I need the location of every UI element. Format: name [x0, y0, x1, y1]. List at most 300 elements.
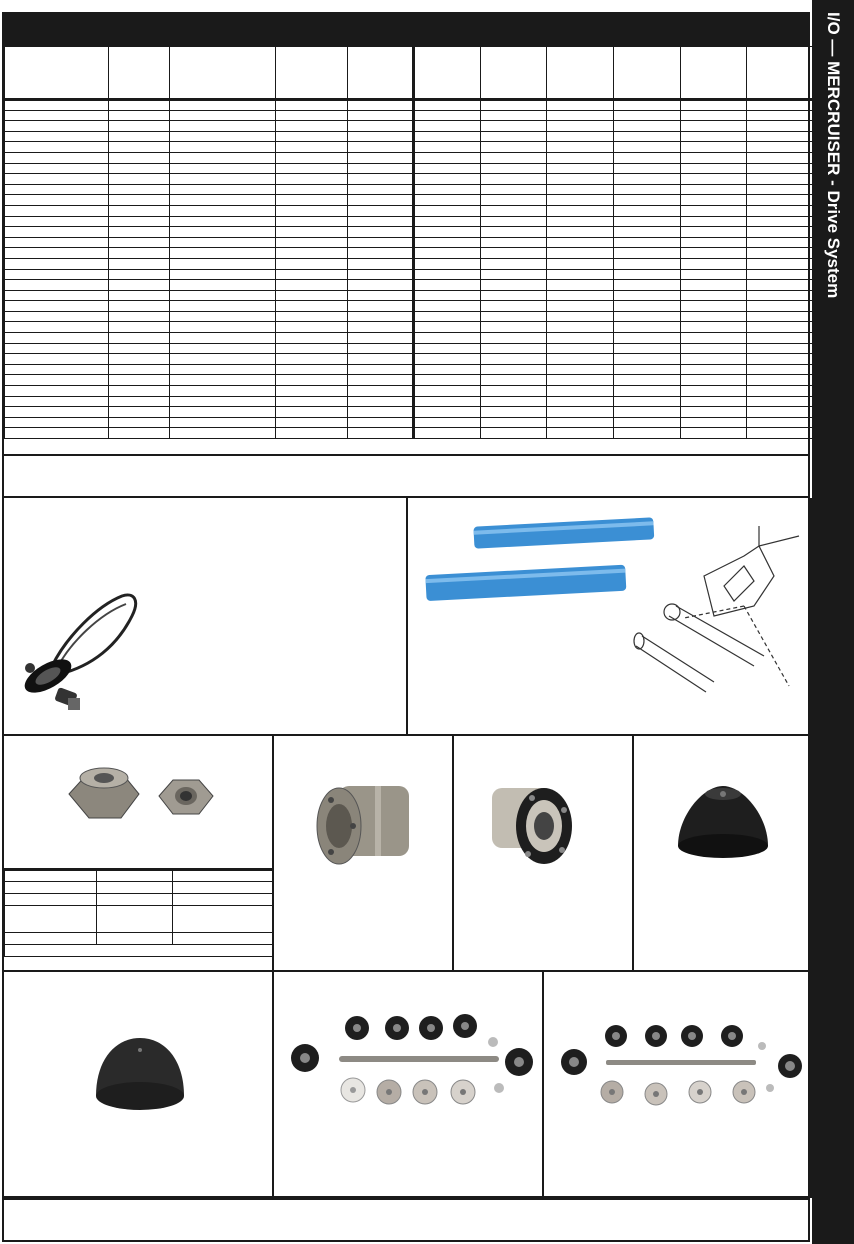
table-cell [348, 386, 414, 397]
table-row [5, 227, 813, 238]
table-cell [109, 121, 170, 132]
table-cell [681, 322, 747, 333]
table-cell [481, 407, 547, 418]
table-cell [681, 258, 747, 269]
table-cell [747, 280, 813, 291]
table-cell [109, 354, 170, 365]
table-cell [5, 216, 109, 227]
table-row [5, 269, 813, 280]
table-cell [747, 152, 813, 163]
table-cell [414, 195, 481, 206]
table-cell [109, 237, 170, 248]
table-cell [170, 121, 276, 132]
table-cell [414, 322, 481, 333]
table-cell [109, 290, 170, 301]
table-cell [170, 311, 276, 322]
table-cell [481, 417, 547, 428]
table-cell [5, 121, 109, 132]
table-cell [5, 100, 109, 111]
table-cell [5, 311, 109, 322]
table-cell [170, 290, 276, 301]
table-cell [747, 248, 813, 259]
table-cell [747, 237, 813, 248]
table-cell [5, 258, 109, 269]
table-cell [170, 131, 276, 142]
table-cell [681, 290, 747, 301]
table-cell [481, 100, 547, 111]
table-cell [109, 280, 170, 291]
table-cell [170, 428, 276, 439]
table-cell [170, 184, 276, 195]
table-cell [170, 396, 276, 407]
column-header [170, 47, 276, 100]
table-cell [614, 205, 681, 216]
table-cell [276, 375, 348, 386]
table-cell [747, 301, 813, 312]
table-cell [276, 248, 348, 259]
table-cell [276, 152, 348, 163]
table-cell [681, 227, 747, 238]
table-cell [414, 110, 481, 121]
table-row [5, 407, 813, 418]
table-cell [348, 195, 414, 206]
table-cell [414, 227, 481, 238]
table-cell [747, 269, 813, 280]
table-cell [5, 428, 109, 439]
table-cell [681, 375, 747, 386]
table-row [5, 258, 813, 269]
table-cell [109, 311, 170, 322]
table-cell [614, 407, 681, 418]
table-cell [348, 375, 414, 386]
table-row [5, 870, 273, 882]
table-cell [614, 280, 681, 291]
table-row [5, 343, 813, 354]
table-row [5, 100, 813, 111]
table-cell [109, 417, 170, 428]
table-cell [414, 375, 481, 386]
table-cell [747, 195, 813, 206]
table-cell [170, 100, 276, 111]
table-cell [5, 269, 109, 280]
table-cell [5, 386, 109, 397]
table-cell [276, 322, 348, 333]
table-row [5, 195, 813, 206]
table-cell [348, 333, 414, 344]
table-cell [276, 237, 348, 248]
table-cell [481, 364, 547, 375]
table-cell [5, 142, 109, 153]
table-cell [170, 174, 276, 185]
table-cell [348, 280, 414, 291]
table-cell [547, 333, 614, 344]
table-row [5, 290, 813, 301]
table-cell [747, 227, 813, 238]
table-cell [547, 227, 614, 238]
table-cell [5, 301, 109, 312]
table-cell [5, 407, 109, 418]
table-cell [481, 322, 547, 333]
table-cell [170, 248, 276, 259]
table-cell [747, 131, 813, 142]
table-cell [614, 269, 681, 280]
table-row [5, 333, 813, 344]
table-cell [170, 195, 276, 206]
table-cell [681, 195, 747, 206]
table-cell [109, 100, 170, 111]
table-cell [747, 333, 813, 344]
table-cell [109, 195, 170, 206]
column-header [614, 47, 681, 100]
shift-cable-sleeve-icon [414, 506, 804, 706]
product-panel-bearing-carrier-dark [454, 736, 634, 972]
table-cell [170, 354, 276, 365]
table-cell [170, 386, 276, 397]
table-cell [747, 417, 813, 428]
bearing-carrier-dark-icon [482, 774, 592, 874]
table-cell [547, 142, 614, 153]
table-cell [348, 343, 414, 354]
table-cell [547, 311, 614, 322]
table-cell [614, 131, 681, 142]
table-cell [547, 364, 614, 375]
table-cell [481, 152, 547, 163]
table-cell [614, 333, 681, 344]
table-cell [747, 386, 813, 397]
table-cell [276, 216, 348, 227]
locknut-icon [59, 754, 229, 844]
table-row [5, 280, 813, 291]
table-cell [547, 216, 614, 227]
table-cell [614, 100, 681, 111]
table-cell [547, 343, 614, 354]
table-cell [348, 417, 414, 428]
table-cell [109, 375, 170, 386]
table-cell [276, 407, 348, 418]
table-row [5, 110, 813, 121]
table-cell [681, 163, 747, 174]
table-cell [747, 343, 813, 354]
table-cell [747, 311, 813, 322]
table-cell [681, 205, 747, 216]
table-cell [276, 227, 348, 238]
table-cell [547, 121, 614, 132]
table-cell [614, 311, 681, 322]
table-row [5, 152, 813, 163]
table-cell [276, 195, 348, 206]
table-cell [481, 131, 547, 142]
table-row [5, 894, 273, 906]
table-row [5, 248, 813, 259]
table-cell [276, 205, 348, 216]
table-cell [481, 216, 547, 227]
table-cell [276, 184, 348, 195]
table-cell [547, 407, 614, 418]
table-cell [5, 396, 109, 407]
table-cell [170, 227, 276, 238]
table-cell [348, 396, 414, 407]
catalog-page [2, 12, 810, 1242]
table-cell [170, 142, 276, 153]
table-cell [5, 131, 109, 142]
table-cell [481, 290, 547, 301]
table-cell [5, 110, 109, 121]
table-row [5, 933, 273, 945]
table-row [5, 184, 813, 195]
table-cell [348, 237, 414, 248]
product-panel-end-cap [634, 736, 812, 972]
table-row [5, 364, 813, 375]
table-cell [481, 301, 547, 312]
column-header [5, 47, 109, 100]
table-row [5, 205, 813, 216]
table-cell [109, 301, 170, 312]
table-cell [547, 417, 614, 428]
table-cell [547, 205, 614, 216]
table-cell [170, 407, 276, 418]
table-cell [109, 142, 170, 153]
bearing-carrier-icon [309, 776, 419, 876]
product-panel-boot-tool [4, 498, 408, 736]
table-cell [747, 428, 813, 439]
table-cell [681, 280, 747, 291]
table-cell [681, 237, 747, 248]
table-cell [614, 216, 681, 227]
table-cell [276, 110, 348, 121]
table-cell [747, 205, 813, 216]
table-cell [481, 269, 547, 280]
table-row [5, 131, 813, 142]
table-cell [109, 205, 170, 216]
table-cell [5, 184, 109, 195]
table-cell [614, 354, 681, 365]
table-cell [348, 322, 414, 333]
table-cell [276, 174, 348, 185]
table-cell [547, 322, 614, 333]
table-cell [109, 333, 170, 344]
table-cell [614, 142, 681, 153]
table-cell [547, 258, 614, 269]
table-cell [348, 311, 414, 322]
table-cell [414, 184, 481, 195]
table-header-row [5, 47, 813, 100]
table-cell [276, 311, 348, 322]
table-cell [414, 354, 481, 365]
table-cell [614, 227, 681, 238]
table-cell [747, 174, 813, 185]
table-cell [170, 417, 276, 428]
table-cell [348, 364, 414, 375]
table-cell [170, 364, 276, 375]
table-cell [348, 100, 414, 111]
table-cell [276, 386, 348, 397]
product-panel-sleeves [408, 498, 812, 736]
table-cell [109, 163, 170, 174]
table-cell [481, 396, 547, 407]
table-cell [170, 269, 276, 280]
table-cell [481, 237, 547, 248]
table-cell [681, 417, 747, 428]
table-cell [170, 301, 276, 312]
table-cell [747, 290, 813, 301]
table-cell [681, 121, 747, 132]
table-cell [170, 163, 276, 174]
boot-installation-tool-icon [12, 576, 162, 726]
table-cell [109, 131, 170, 142]
table-cell [614, 195, 681, 206]
table-cell [414, 407, 481, 418]
table-cell [614, 237, 681, 248]
mount-kit-small-icon [552, 1016, 802, 1116]
table-cell [109, 184, 170, 195]
table-cell [109, 216, 170, 227]
table-cell [5, 417, 109, 428]
table-cell [747, 407, 813, 418]
table-cell [547, 174, 614, 185]
table-cell [481, 428, 547, 439]
table-cell [481, 386, 547, 397]
table-row [5, 354, 813, 365]
column-header [681, 47, 747, 100]
table-cell [5, 322, 109, 333]
table-cell [614, 110, 681, 121]
table-cell [614, 290, 681, 301]
locknut-table [4, 868, 273, 957]
table-cell [348, 184, 414, 195]
table-cell [348, 301, 414, 312]
table-cell [276, 364, 348, 375]
table-cell [276, 333, 348, 344]
table-cell [5, 375, 109, 386]
table-cell [170, 237, 276, 248]
table-cell [481, 195, 547, 206]
table-cell [170, 152, 276, 163]
table-cell [681, 110, 747, 121]
table-cell [747, 258, 813, 269]
table-cell [681, 216, 747, 227]
table-cell [747, 110, 813, 121]
table-cell [747, 322, 813, 333]
table-row [5, 301, 813, 312]
table-row [5, 163, 813, 174]
table-cell [481, 142, 547, 153]
table-cell [5, 364, 109, 375]
table-cell [547, 248, 614, 259]
table-cell [348, 248, 414, 259]
table-cell [5, 195, 109, 206]
table-cell [276, 280, 348, 291]
product-panel-mount-kit-small [544, 972, 812, 1198]
table-row [5, 417, 813, 428]
table-cell [414, 205, 481, 216]
table-cell [614, 121, 681, 132]
table-cell [614, 375, 681, 386]
table-cell [681, 364, 747, 375]
table-cell [481, 121, 547, 132]
table-cell [547, 375, 614, 386]
table-cell [414, 258, 481, 269]
table-cell [547, 110, 614, 121]
table-cell [414, 280, 481, 291]
table-row [5, 882, 273, 894]
table-cell [276, 396, 348, 407]
table-cell [414, 237, 481, 248]
table-row [5, 428, 813, 439]
table-cell [414, 290, 481, 301]
table-cell [614, 428, 681, 439]
table-cell [681, 311, 747, 322]
table-row [5, 906, 273, 933]
table-cell [348, 163, 414, 174]
table-cell [414, 343, 481, 354]
table-cell [414, 333, 481, 344]
table-cell [414, 163, 481, 174]
table-cell [547, 428, 614, 439]
table-row [5, 237, 813, 248]
table-cell [109, 258, 170, 269]
table-cell [109, 322, 170, 333]
table-cell [5, 227, 109, 238]
table-cell [348, 269, 414, 280]
table-cell [170, 280, 276, 291]
table-cell [276, 100, 348, 111]
table-cell [170, 205, 276, 216]
table-cell [747, 375, 813, 386]
table-cell [747, 184, 813, 195]
table-cell [5, 237, 109, 248]
table-cell [747, 216, 813, 227]
table-cell [614, 258, 681, 269]
table-row [5, 216, 813, 227]
table-cell [5, 152, 109, 163]
table-row [5, 945, 273, 957]
table-cell [348, 407, 414, 418]
product-panel-bearing-carrier [274, 736, 454, 972]
table-row [5, 386, 813, 397]
column-header [109, 47, 170, 100]
mount-kit-icon [279, 1010, 539, 1120]
table-cell [747, 121, 813, 132]
table-cell [5, 248, 109, 259]
table-cell [414, 216, 481, 227]
table-cell [348, 216, 414, 227]
table-cell [414, 364, 481, 375]
note-box [4, 454, 808, 498]
table-cell [547, 163, 614, 174]
table-cell [348, 131, 414, 142]
table-cell [170, 258, 276, 269]
table-cell [747, 142, 813, 153]
table-cell [481, 354, 547, 365]
table-cell [481, 343, 547, 354]
table-cell [481, 227, 547, 238]
table-cell [414, 417, 481, 428]
product-panel-locknuts [4, 736, 274, 972]
table-cell [5, 163, 109, 174]
header-bar [4, 14, 808, 46]
table-cell [276, 290, 348, 301]
table-cell [681, 152, 747, 163]
product-panel-dome-cap [4, 972, 274, 1198]
table-cell [109, 396, 170, 407]
column-header [547, 47, 614, 100]
table-cell [481, 248, 547, 259]
table-cell [414, 142, 481, 153]
table-cell [276, 121, 348, 132]
table-cell [170, 110, 276, 121]
table-cell [5, 205, 109, 216]
column-header [348, 47, 414, 100]
